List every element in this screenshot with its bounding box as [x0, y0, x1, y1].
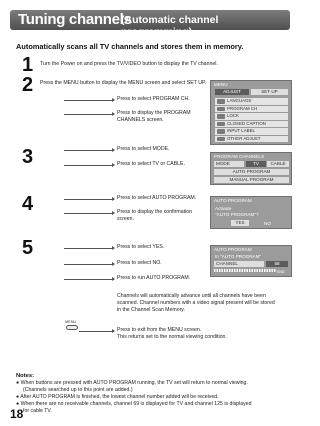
mode-label: MODE [214, 161, 244, 167]
menu-screen [210, 80, 292, 145]
yes-button[interactable]: YES [231, 220, 249, 226]
no-button[interactable]: NO [264, 220, 271, 226]
mode-tv[interactable]: TV [246, 161, 266, 167]
arrow-icon [112, 277, 115, 281]
confirm-line-1: Activate [215, 206, 232, 211]
arrow-icon [112, 329, 115, 333]
arrow-icon [112, 197, 115, 201]
step-1-text: Turn the Power on and press the TV/VIDEO button to display the TV channel. [40, 61, 218, 67]
menu-item-input-label[interactable]: INPUT LABEL [215, 128, 288, 135]
arrow-icon [112, 98, 115, 102]
confirm-screen [210, 196, 292, 229]
adjust-icon [217, 137, 225, 142]
note-2: ● After AUTO PROGRAM is finished, the lowest channel number added will be received. [16, 394, 219, 400]
arrow-icon [112, 262, 115, 266]
program-screen-title: PROGRAM CHANNELS [214, 154, 265, 159]
program-icon [217, 107, 225, 112]
page-title: Tuning channels [18, 11, 132, 28]
step-4-number: 4 [22, 193, 34, 215]
pointer-line [64, 213, 114, 214]
auto-program-run-screen [210, 245, 292, 277]
language-icon [217, 99, 225, 104]
pointer-line [64, 248, 114, 249]
run-line-1: In "AUTO PROGRAM" [215, 254, 262, 259]
arrow-icon [112, 163, 115, 167]
pointer-line [79, 331, 114, 332]
exit-text-2: This returns set to the normal viewing condition. [117, 334, 227, 340]
step-5-c: Press to run AUTO PROGRAM. [117, 275, 191, 281]
page-subtitle: Automatically scans all TV channels and stores them in memory. [16, 42, 244, 51]
arrow-icon [112, 211, 115, 215]
page-title-sub: (Automatic channel programming) [121, 14, 219, 38]
menu-button-icon[interactable] [66, 325, 78, 330]
menu-button-label: MENU [65, 320, 77, 324]
step-5-b: Press to select NO. [117, 260, 162, 266]
page-number: 18 [10, 407, 24, 421]
end-label: END [277, 270, 285, 274]
input-icon [217, 129, 225, 134]
pointer-line [64, 264, 114, 265]
note-3: ● When there are no receivable channels, channel 69 is displayed for TV and channel 125 is displayed [16, 401, 252, 407]
step-2-text: Press the MENU button to display the MENU screen and select SET UP. [40, 80, 207, 86]
pointer-line [64, 279, 114, 280]
auto-note-3: in the Channel Scan Memory. [117, 307, 185, 313]
run-screen-title: AUTO PROGRAM [214, 247, 252, 252]
step-2-b: Press to display the PROGRAM [117, 110, 191, 116]
pointer-line [64, 150, 114, 151]
arrow-icon [112, 112, 115, 116]
step-5-number: 5 [22, 237, 34, 259]
note-1-cont: (Channels searched up to this point are added.) [23, 387, 133, 393]
step-2-number: 2 [22, 74, 34, 96]
menu-item-lock[interactable]: LOCK [215, 113, 288, 120]
program-channels-screen [210, 152, 292, 185]
step-4-b: Press to display the confirmation [117, 209, 192, 215]
menu-item-other-adjust[interactable]: OTHER ADJUST [215, 136, 288, 143]
pointer-line [64, 114, 114, 115]
note-1: ● When buttons are pressed with AUTO PROGRAM running, the TV set will return to normal viewing. [16, 380, 248, 386]
manual-program-item[interactable]: MANUAL PROGRAM [214, 177, 289, 183]
arrow-icon [112, 246, 115, 250]
step-4-a: Press to select AUTO PROGRAM. [117, 195, 197, 201]
mode-cable[interactable]: CABLE [267, 161, 289, 167]
step-1-number: 1 [22, 54, 34, 76]
page-title-bar [10, 10, 290, 38]
channel-value: 58 [266, 261, 288, 267]
confirm-screen-title: AUTO PROGRAM [214, 198, 252, 203]
lock-icon [217, 114, 225, 119]
step-4-b2: screen. [117, 216, 135, 222]
notes-heading: Notes: [16, 373, 35, 379]
pointer-line [64, 199, 114, 200]
step-2-b2: CHANNELS screen. [117, 117, 164, 123]
menu-item-language[interactable]: LANGUAGE [215, 98, 288, 105]
menu-screen-title: MENU [214, 82, 228, 87]
progress-bar [214, 269, 276, 272]
tab-setup[interactable]: SET UP [251, 89, 288, 95]
step-3-a: Press to select MODE. [117, 146, 170, 152]
auto-program-item[interactable]: AUTO PROGRAM [214, 169, 289, 175]
menu-item-closed-caption[interactable]: CLOSED CAPTION [215, 121, 288, 128]
confirm-line-2: "AUTO PROGRAM"? [215, 212, 259, 217]
step-5-a: Press to select YES. [117, 244, 165, 250]
channel-label: CHANNEL [214, 261, 264, 267]
caption-icon [217, 122, 225, 127]
auto-note-2: scanned. Channel numbers with a video signal present will be stored [117, 300, 275, 306]
arrow-icon [112, 148, 115, 152]
auto-note-1: Channels will automatically advance until all channels have been [117, 293, 266, 299]
pointer-line [64, 165, 114, 166]
step-2-a: Press to select PROGRAM CH. [117, 96, 190, 102]
note-3-cont: for cable TV. [23, 408, 52, 414]
step-3-b: Press to select TV or CABLE. [117, 161, 185, 167]
menu-item-program-ch[interactable]: PROGRAM CH [215, 106, 288, 113]
tab-adjust[interactable]: ADJUST [215, 89, 249, 95]
exit-text-1: Press to exit from the MENU screen. [117, 327, 202, 333]
pointer-line [64, 100, 114, 101]
step-3-number: 3 [22, 146, 34, 168]
